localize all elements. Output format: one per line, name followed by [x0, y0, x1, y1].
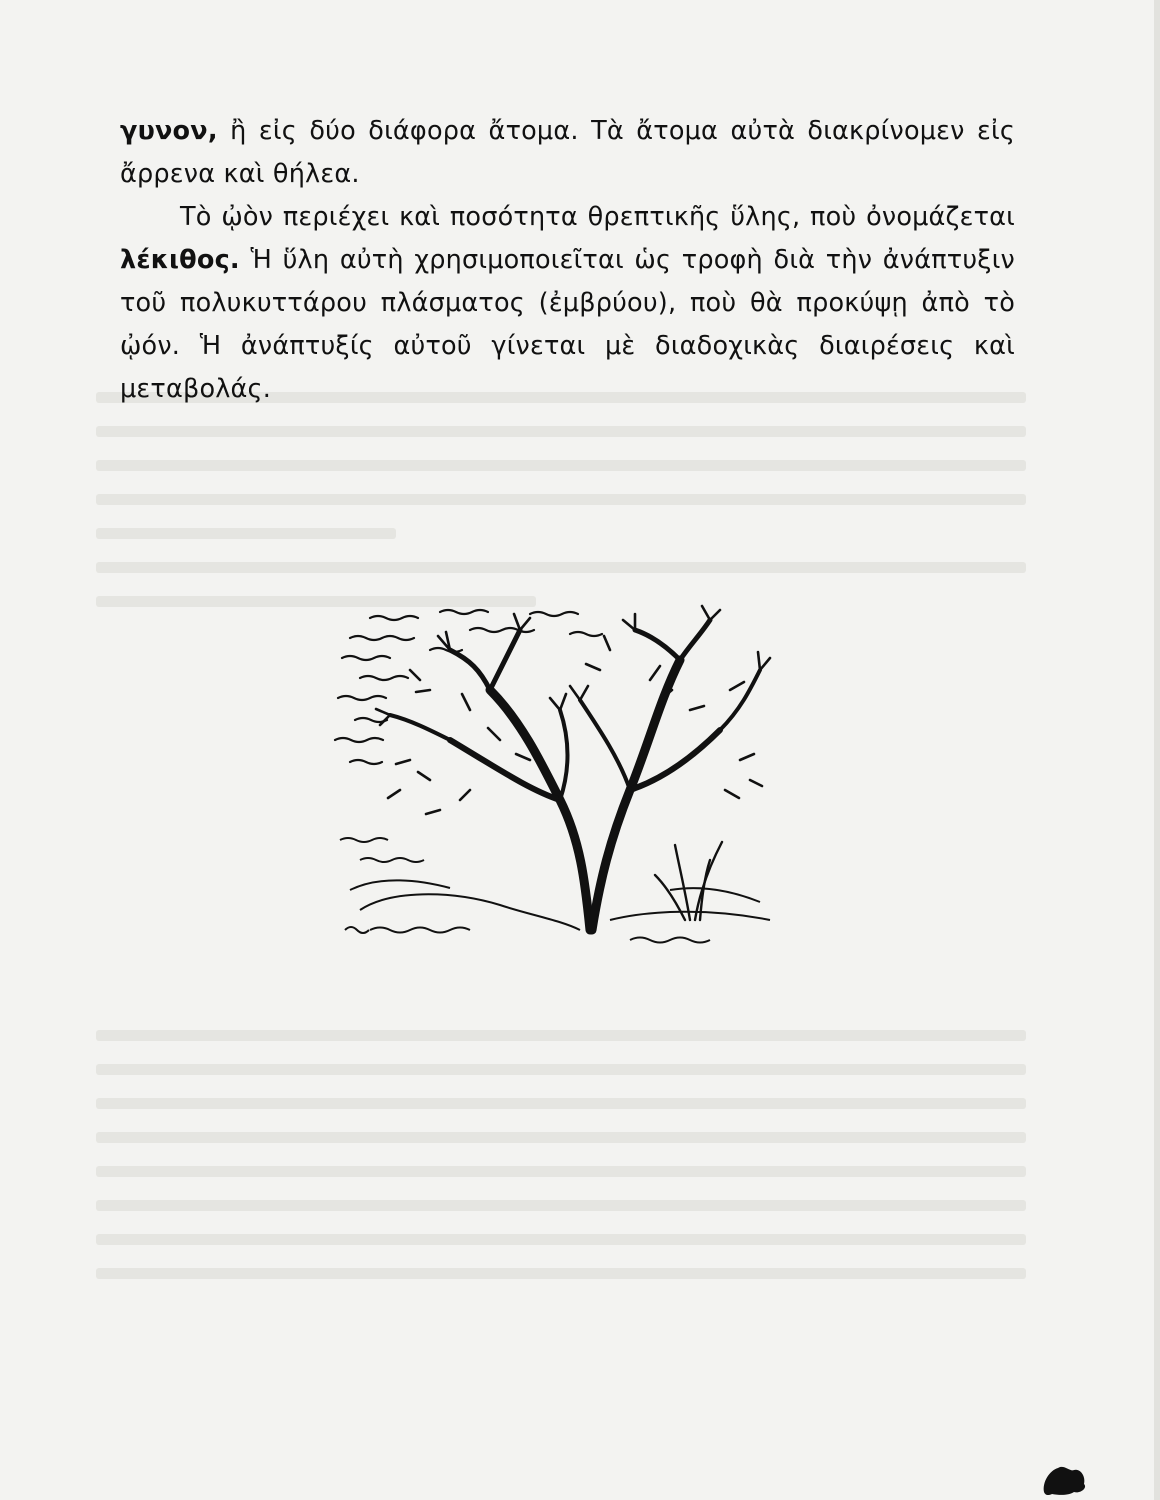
page-edge-shadow — [1154, 0, 1160, 1500]
ink-blot — [1040, 1462, 1090, 1496]
paragraph-text: Τὸ ᾠὸν περιέχει καὶ ποσότητα θρεπτικῆς ὕλης, ποὺ ὀνομάζεται — [180, 202, 1015, 232]
bold-lead-word: γυνον, — [120, 116, 218, 146]
paragraph-text: Ἡ ὕλη αὐτὴ χρησιμοποιεῖται ὡς τροφὴ διὰ τὴν ἀνάπτυξιν τοῦ πολυκυττάρου πλάσματος (ἐμβρύου), ποὺ θὰ προκύψῃ ἀπὸ τὸ ᾠόν. Ἡ ἀνάπτυξίς αὐτοῦ γίνεται μὲ διαδοχικὰς διαιρέσεις καὶ μεταβολάς. — [120, 245, 1015, 404]
bold-term-lecithin: λέκιθος. — [120, 245, 240, 275]
paragraph-text: ἢ εἰς δύο διάφορα ἄτομα. Τὰ ἄτομα αὐτὰ διακρίνομεν εἰς ἄρρενα καὶ θήλεα. — [120, 116, 1015, 189]
paragraph-lecithin — [120, 196, 1015, 411]
paragraph-continuation — [120, 110, 1015, 196]
coral-illustration — [330, 590, 820, 970]
body-text — [120, 110, 1015, 411]
